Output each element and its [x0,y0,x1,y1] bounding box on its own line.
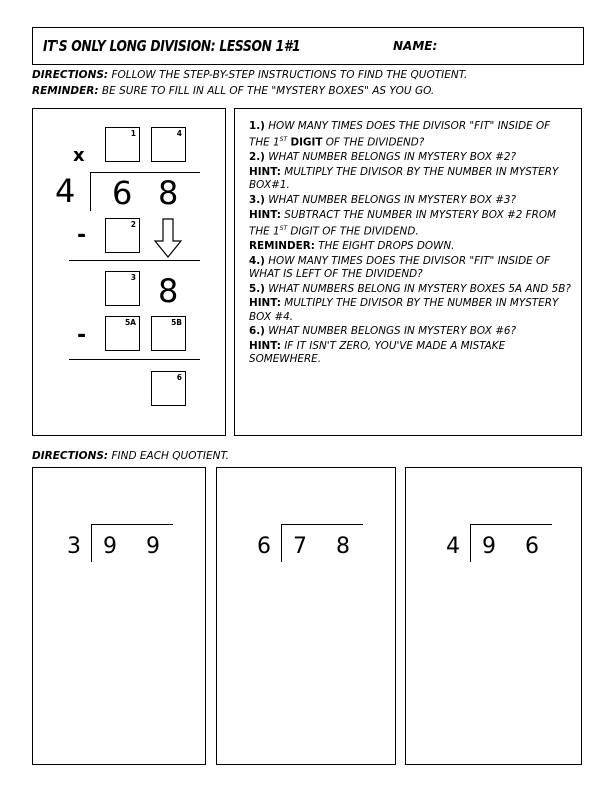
hint-3: HINT: SUBTRACT THE NUMBER IN MYSTERY BOX #2 FROM THE 1ST DIGIT OF THE DIVIDEND. [249,208,556,238]
step-1: 1.) HOW MANY TIMES DOES THE DIVISOR "FIT" INSIDE OF THE 1ST DIGIT OF THE DIVIDEND? [249,120,551,149]
directions-2-label: DIRECTIONS: [32,450,109,462]
problem-3-bracket-top [470,524,552,525]
directions-text: FOLLOW THE STEP-BY-STEP INSTRUCTIONS TO FIND THE QUOTIENT. [108,69,468,81]
problem-3-divisor: 4 [446,534,471,559]
problem-1-bracket-side [91,524,92,562]
hint-6: HINT: IF IT ISN'T ZERO, YOU'VE MADE A MISTAKE SOMEWHERE. [249,339,506,366]
worksheet-title: IT'S ONLY LONG DIVISION: LESSON 1#1 [43,37,301,55]
problem-1-dividend: 9 9 [103,534,171,559]
problem-box-1[interactable] [32,467,206,765]
subtraction-line-1 [69,260,200,261]
mystery-box-1: 1 [105,127,140,162]
reminder-note: REMINDER: THE EIGHT DROPS DOWN. [249,240,455,253]
worksheet-header [32,27,584,65]
example-dividend-digit-2: 8 [158,174,179,212]
mystery-box-5a: 5A [105,316,140,351]
step-6: 6.) WHAT NUMBER BELONGS IN MYSTERY BOX #6? [249,325,517,338]
mystery-box-2: 2 [105,218,140,253]
hint-5: HINT: MULTIPLY THE DIVISOR BY THE NUMBER IN MYSTERY BOX #4. [249,297,559,323]
reminder-label: REMINDER: [32,85,99,97]
problem-1-bracket-top [91,524,173,525]
division-bracket-top [90,172,200,173]
division-bracket-side [90,173,91,211]
instructions-panel [234,108,582,436]
directions-line [32,69,467,81]
reminder-text: BE SURE TO FILL IN ALL OF THE "MYSTERY BOXES" AS YOU GO. [98,85,435,97]
step-2: 2.) WHAT NUMBER BELONGS IN MYSTERY BOX #2? [249,151,517,164]
problem-2-dividend: 7 8 [293,534,361,559]
minus-sign-1: - [77,223,87,248]
problem-box-3[interactable] [405,467,582,765]
directions-2-text: FIND EACH QUOTIENT. [108,450,229,462]
directions-label: DIRECTIONS: [32,69,109,81]
minus-sign-2: - [77,323,87,348]
dropped-digit: 8 [158,272,179,310]
problem-2-divisor: 6 [257,534,282,559]
multiply-sign: x [73,145,85,166]
example-dividend-digit-1: 6 [112,174,133,212]
mystery-box-4: 4 [151,127,186,162]
example-panel [32,108,226,436]
problem-box-2[interactable] [216,467,396,765]
mystery-box-6: 6 [151,371,186,406]
step-5: 5.) WHAT NUMBERS BELONG IN MYSTERY BOXES 5A AND 5B? [249,282,571,295]
problem-2-bracket-side [281,524,282,562]
problem-1-divisor: 3 [67,534,92,559]
name-label: NAME: [393,39,438,53]
problem-3-dividend: 9 6 [482,534,550,559]
subtraction-line-2 [69,359,200,360]
hint-2: HINT: MULTIPLY THE DIVISOR BY THE NUMBER IN MYSTERY BOX#1. [249,166,559,192]
directions-2-line [32,450,229,462]
step-4: 4.) HOW MANY TIMES DOES THE DIVISOR "FIT" INSIDE OF WHAT IS LEFT OF THE DIVIDEND? [249,254,551,280]
problem-3-bracket-side [470,524,471,562]
arrow-down-icon [153,217,183,259]
mystery-box-5b: 5B [151,316,186,351]
problem-2-bracket-top [281,524,363,525]
step-3: 3.) WHAT NUMBER BELONGS IN MYSTERY BOX #3? [249,193,517,206]
example-divisor: 4 [55,172,76,210]
mystery-box-3: 3 [105,271,140,306]
reminder-line [32,85,434,97]
